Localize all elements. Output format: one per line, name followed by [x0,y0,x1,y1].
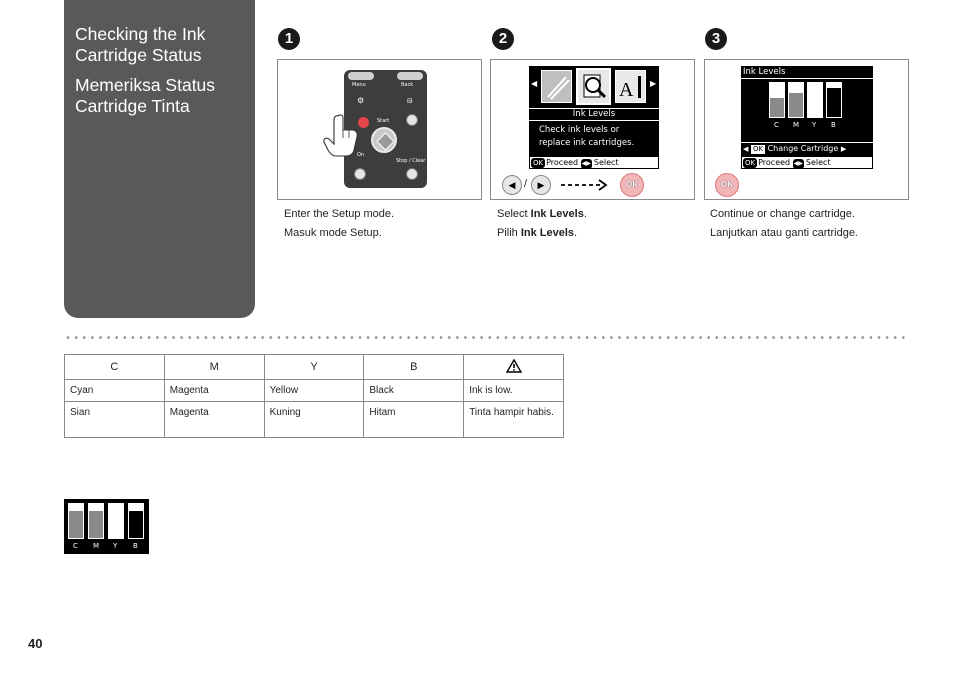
proceed-label: Proceed [758,158,791,167]
ink-label-y: Y [113,542,118,550]
table-cell: Magenta [164,402,264,438]
step-1-number: 1 [278,28,300,50]
proceed-label: Proceed [546,158,579,167]
select-label: Select [593,158,619,167]
slash-separator: / [524,178,528,190]
section-title-indonesian: Memeriksa Status Cartridge Tinta [75,75,216,116]
description-line-1: Check ink levels or [539,125,620,135]
photo-icon: ⊟ [407,97,413,105]
ink-label-c: C [774,121,779,129]
ink-levels-term-id: Ink Levels [520,227,575,239]
screen-title: Ink Levels [741,66,873,79]
table-row [65,380,564,402]
ok-button-icon: OK [620,173,644,197]
setup-icon: ⚙ [357,96,365,105]
left-right-chip-icon: ◀▶ [581,160,591,167]
ink-label-c: C [73,542,78,550]
ink-fill-b [129,511,143,538]
step-2-number: 2 [492,28,514,50]
table-cell: Tinta hampir habis. [464,402,564,438]
ink-legend-table [64,354,564,438]
step-3-illustration [704,59,909,200]
warning-triangle-icon [506,359,522,373]
ink-label-b: B [831,121,836,129]
svg-text:A: A [619,79,634,101]
step-3-text-indonesian: Lanjutkan atau ganti cartridge. [710,227,858,239]
dashed-arrow-icon [559,178,611,192]
ink-levels-term: Ink Levels [530,208,584,220]
ink-bar-y [108,503,124,539]
ink-fill-c [69,511,83,538]
back-label: Back [401,82,414,88]
header-c: C [65,355,165,380]
ink-fill-y [109,506,123,538]
table-header-row [65,355,564,380]
table-cell: Ink is low. [464,380,564,402]
change-cartridge-label: Change Cartridge [767,144,839,153]
step-2-text-english: Select Ink Levels. [497,208,587,220]
on-label: On [357,152,365,158]
left-right-chip-icon: ◀▶ [793,160,803,167]
right-icon: ▶ [840,145,847,153]
stop-button [406,168,418,180]
ink-levels-screen [741,66,873,156]
table-cell: Hitam [364,402,464,438]
step-3-number: 3 [705,28,727,50]
step-1-text-english: Enter the Setup mode. [284,208,395,220]
dotted-divider [64,335,910,340]
stop-clear-label: Stop / Clear [396,158,426,164]
scroll-left-icon: ◀ [531,79,538,88]
select-label: Select [805,158,831,167]
menu-button [348,72,374,80]
left-arrow-button-icon: ◀ [502,175,522,195]
display-button [406,114,418,126]
ok-button-icon: OK [715,173,739,197]
step-3-text-english: Continue or change cartridge. [710,208,855,220]
ink-bar-b [826,82,842,118]
ink-label-m: M [793,121,800,129]
header-y: Y [264,355,364,380]
ink-level-indicator [64,499,149,554]
section-title-english: Checking the Ink Cartridge Status [75,24,206,65]
pointing-hand-icon [322,112,365,158]
ink-label-b: B [133,542,138,550]
ink-levels-icon [576,68,611,105]
ink-bar-b [128,503,144,539]
table-cell: Black [364,380,464,402]
step-1-text-indonesian: Masuk mode Setup. [284,227,382,239]
ink-bar-c [769,82,785,118]
table-row [65,402,564,438]
right-arrow-button-icon: ▶ [531,175,551,195]
step-2-illustration [490,59,695,200]
header-warning [464,355,564,380]
start-label: Start [377,118,390,124]
setup-tools-icon [615,70,646,103]
left-icon: ◀ [743,145,749,153]
header-m: M [164,355,264,380]
ink-label-m: M [93,542,100,550]
header-b: B [364,355,464,380]
ok-chip: OK [745,159,756,167]
step-2-text-indonesian: Pilih Ink Levels. [497,227,578,239]
ink-label-y: Y [812,121,817,129]
table-cell: Sian [65,402,165,438]
lcd-status-bar [741,156,873,169]
ink-bar-c [68,503,84,539]
ink-fill-c [770,98,784,117]
ink-fill-m [89,511,103,538]
start-button [371,127,397,153]
back-button [397,72,423,80]
ink-bar-m [88,503,104,539]
ok-chip: OK [533,159,544,167]
ink-bar-y [807,82,823,118]
ok-chip: OK [752,145,764,153]
menu-heading: Ink Levels [529,108,659,121]
menu-label: Menu [352,82,366,88]
change-cartridge-row [741,142,873,155]
ink-fill-m [789,93,803,117]
lcd-status-bar [529,156,659,169]
table-cell: Magenta [164,380,264,402]
table-cell: Yellow [264,380,364,402]
step-2-caption [497,205,702,243]
print-photos-icon [541,70,572,103]
table-cell: Kuning [264,402,364,438]
ink-fill-y [808,85,822,117]
step-3-caption [710,205,915,243]
scroll-right-icon: ▶ [650,79,657,88]
ink-fill-b [827,88,841,117]
section-title-panel [64,0,255,318]
page-number: 40 [28,636,43,651]
table-cell: Cyan [65,380,165,402]
description-line-2: replace ink cartridges. [539,138,635,148]
ink-bar-m [788,82,804,118]
step-1-illustration [277,59,482,200]
lcd-screen [529,66,659,156]
step-1-caption [284,205,489,243]
power-button [354,168,366,180]
